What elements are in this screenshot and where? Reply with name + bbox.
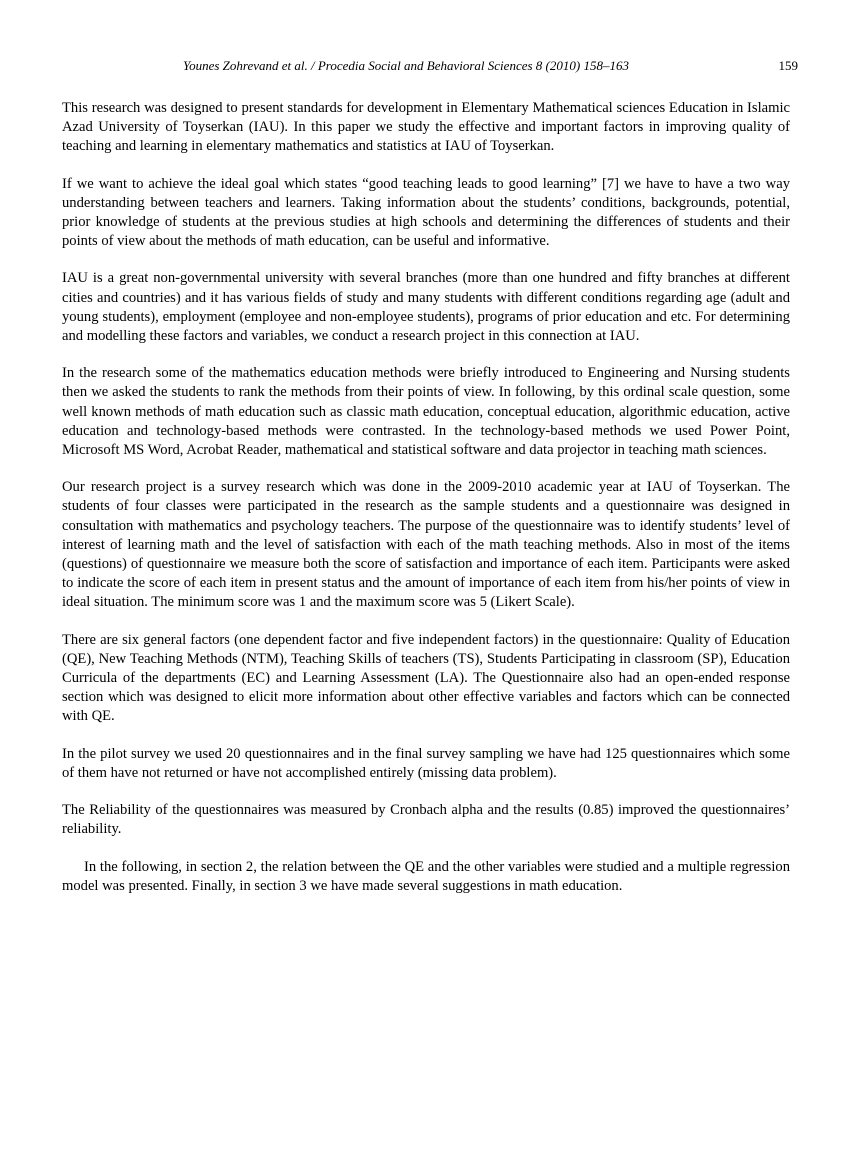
paragraph-5: Our research project is a survey research which was done in the 2009-2010 academic year at IAU of Toyserkan. The students of four classes were participated in the research as the sample students and a questionnaire was designed in consultation with mathematics and psychology teachers. The purpose of the questionnaire was to identify students’ level of interest of learning math and the level of satisfaction with each of the math teaching methods. Also in most of the items (questions) of questionnaire we measure both the score of satisfaction and importance of each item. Participants were asked to indicate the score of each item in present status and the amount of importance of each item from his/her points of view in ideal situation. The minimum score was 1 and the maximum score was 5 (Likert Scale). (62, 479, 790, 611)
running-header (62, 57, 798, 75)
header-citation: Younes Zohrevand et al. / Procedia Social and Behavioral Sciences 8 (2010) 158–163 (183, 58, 629, 73)
paragraph-8: The Reliability of the questionnaires was measured by Cronbach alpha and the results (0.85) improved the questionnaires’ reliability. (62, 802, 790, 838)
page-body (62, 99, 790, 914)
paragraph-4: In the research some of the mathematics education methods were briefly introduced to Engineering and Nursing students then we asked the students to rank the methods from their points of view. In following, by this ordinal scale question, some well known methods of math education such as classic math education, conceptual education, algorithmic education, active education and technology-based methods were contrasted. In the technology-based methods we used Power Point, Microsoft MS Word, Acrobat Reader, mathematical and statistical software and data projector in teaching math sciences. (62, 365, 790, 459)
paragraph-3: IAU is a great non-governmental university with several branches (more than one hundred and fifty branches at different cities and countries) and it has various fields of study and many students with different conditions regarding age (adult and young students), employment (employee and non-employee students), programs of prior education and etc. For determining and modelling these factors and variables, we conduct a research project in this connection at IAU. (62, 270, 790, 345)
paragraph-1: This research was designed to present standards for development in Elementary Mathematical sciences Education in Islamic Azad University of Toyserkan (IAU). In this paper we study the effective and important factors in improving quality of teaching and learning in elementary mathematics and statistics at IAU of Toyserkan. (62, 100, 790, 155)
paragraph-2: If we want to achieve the ideal goal which states “good teaching leads to good learning” [7] we have to have a two way understanding between teachers and learners. Taking information about the students’ conditions, backgrounds, potential, prior knowledge of students at the previous studies at high schools and determining the differences of students and their points of view about the methods of math education, can be useful and informative. (62, 175, 790, 250)
paragraph-7: In the pilot survey we used 20 questionnaires and in the final survey sampling we have had 125 questionnaires which some of them have not returned or have not accomplished entirely (missing data problem). (62, 745, 790, 781)
paragraph-9: In the following, in section 2, the relation between the QE and the other variables were studied and a multiple regression model was presented. Finally, in section 3 we have made several suggestions in math education. (62, 858, 790, 894)
page-number: 159 (778, 58, 798, 73)
paragraph-6: There are six general factors (one dependent factor and five independent factors) in the questionnaire: Quality of Education (QE), New Teaching Methods (NTM), Teaching Skills of teachers (TS), Students Participating in classroom (SP), Education Curricula of the departments (EC) and Learning Assessment (LA). The Questionnaire also had an open-ended response section which was designed to elicit more information about other effective variables and factors which can be connected with QE. (62, 631, 790, 725)
